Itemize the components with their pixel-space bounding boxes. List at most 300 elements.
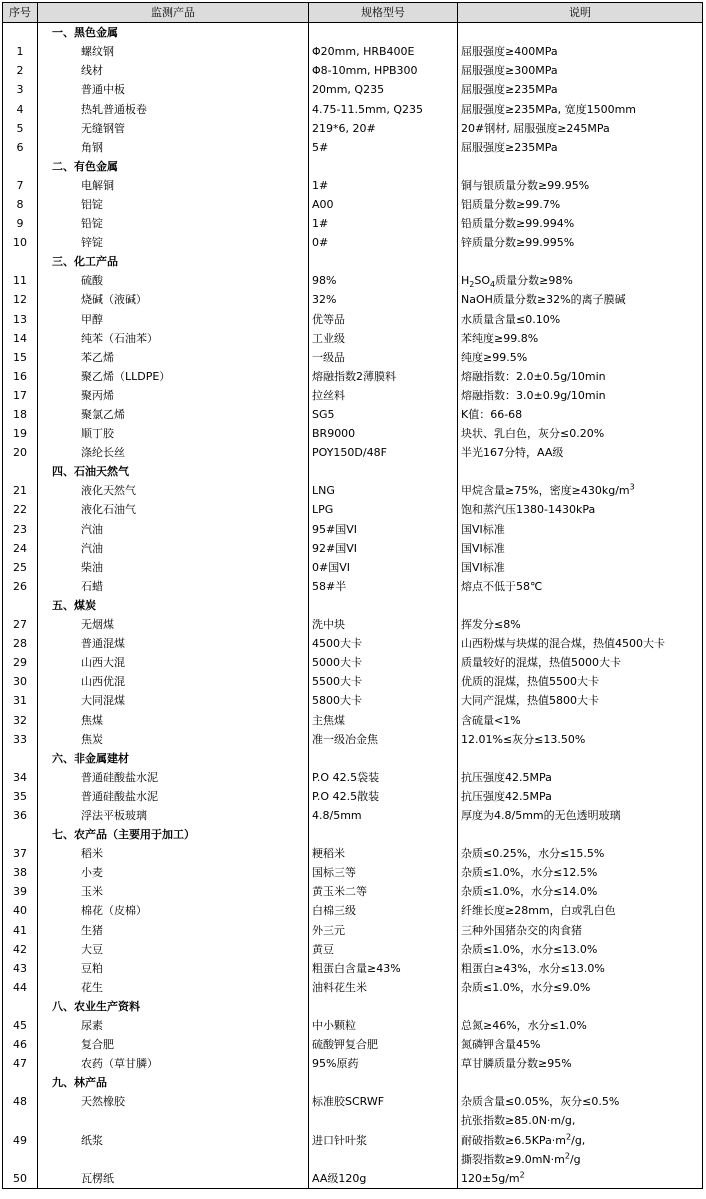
category-row <box>3 596 703 615</box>
table-row <box>3 1131 703 1150</box>
table-row <box>3 119 703 138</box>
row-desc: 国VI标准 <box>458 539 703 558</box>
row-number: 32 <box>3 710 38 729</box>
row-product: 山西优混 <box>38 672 309 691</box>
row-product: 纸浆 <box>38 1131 309 1150</box>
table-row <box>3 844 703 863</box>
row-product: 顺丁胶 <box>38 424 309 443</box>
row-product: 普通硅酸盐水泥 <box>38 768 309 787</box>
desc-fragment: 质量分数≥98% <box>495 274 573 288</box>
row-spec <box>309 1073 458 1092</box>
row-desc <box>458 1150 703 1169</box>
row-spec <box>309 1150 458 1169</box>
table-row <box>3 921 703 940</box>
row-desc: 杂质含量≤0.05%，灰分≤0.5% <box>458 1092 703 1111</box>
row-desc: 纯度≥99.5% <box>458 348 703 367</box>
table-row <box>3 634 703 653</box>
row-number <box>3 1150 38 1169</box>
table-row <box>3 1111 703 1130</box>
row-number <box>3 252 38 271</box>
row-desc: 铝质量分数≥99.7% <box>458 195 703 214</box>
table-row <box>3 42 703 61</box>
row-product: 农药（草甘膦） <box>38 1054 309 1073</box>
row-spec: 20mm, Q235 <box>309 80 458 99</box>
row-product: 聚乙烯（LLDPE） <box>38 367 309 386</box>
table-row <box>3 520 703 539</box>
row-desc: 三种外国猪杂交的肉食猪 <box>458 921 703 940</box>
row-product: 涤纶长丝 <box>38 443 309 462</box>
row-spec: 4500大卡 <box>309 634 458 653</box>
row-spec: 硫酸钾复合肥 <box>309 1035 458 1054</box>
row-desc: 总氮≥46%，水分≤1.0% <box>458 1016 703 1035</box>
row-desc: NaOH质量分数≥32%的离子膜碱 <box>458 290 703 309</box>
row-spec: LPG <box>309 500 458 519</box>
row-product: 花生 <box>38 978 309 997</box>
row-desc: 优质的混煤，热值5500大卡 <box>458 672 703 691</box>
row-desc: 屈服强度≥235MPa <box>458 138 703 157</box>
row-spec: 白棉三级 <box>309 901 458 920</box>
row-number: 8 <box>3 195 38 214</box>
row-number <box>3 596 38 615</box>
category-row <box>3 749 703 768</box>
row-spec <box>309 462 458 481</box>
row-product: 普通中板 <box>38 80 309 99</box>
row-spec: SG5 <box>309 405 458 424</box>
row-spec: BR9000 <box>309 424 458 443</box>
category-title: 八、农业生产资料 <box>38 997 309 1016</box>
row-number: 39 <box>3 882 38 901</box>
row-desc: 铅质量分数≥99.994% <box>458 214 703 233</box>
row-number: 31 <box>3 691 38 710</box>
row-desc: 屈服强度≥300MPa <box>458 61 703 80</box>
row-number <box>3 462 38 481</box>
row-spec: 32% <box>309 290 458 309</box>
table-row <box>3 558 703 577</box>
row-desc: K值：66-68 <box>458 405 703 424</box>
row-desc <box>458 1131 703 1150</box>
row-number: 3 <box>3 80 38 99</box>
row-number <box>3 825 38 844</box>
row-spec <box>309 825 458 844</box>
table-row <box>3 310 703 329</box>
table-row <box>3 959 703 978</box>
row-spec: A00 <box>309 195 458 214</box>
table-row <box>3 195 703 214</box>
row-desc: 杂质≤0.25%，水分≤15.5% <box>458 844 703 863</box>
row-number: 30 <box>3 672 38 691</box>
table-row <box>3 901 703 920</box>
row-number: 33 <box>3 730 38 749</box>
category-title: 一、黑色金属 <box>38 23 309 43</box>
table-row <box>3 615 703 634</box>
row-spec: 油料花生米 <box>309 978 458 997</box>
table-row <box>3 787 703 806</box>
row-spec: 外三元 <box>309 921 458 940</box>
row-product: 铅锭 <box>38 214 309 233</box>
category-row <box>3 157 703 176</box>
desc-fragment: 耐破指数≥6.5KPa·m <box>461 1133 567 1147</box>
table-row <box>3 500 703 519</box>
row-desc: 水质量含量≤0.10% <box>458 310 703 329</box>
table-row <box>3 730 703 749</box>
desc-superscript: 2 <box>564 1151 570 1161</box>
row-spec: 黄玉米二等 <box>309 882 458 901</box>
row-number: 36 <box>3 806 38 825</box>
row-spec: 5800大卡 <box>309 691 458 710</box>
header-row <box>3 3 703 23</box>
row-spec: 进口针叶浆 <box>309 1131 458 1150</box>
row-spec: 95%原药 <box>309 1054 458 1073</box>
row-product: 无烟煤 <box>38 615 309 634</box>
table-row <box>3 443 703 462</box>
table-row <box>3 386 703 405</box>
row-product: 苯乙烯 <box>38 348 309 367</box>
row-spec: 粗蛋白含量≥43% <box>309 959 458 978</box>
category-row <box>3 825 703 844</box>
row-desc <box>458 596 703 615</box>
table-row <box>3 80 703 99</box>
row-number: 38 <box>3 863 38 882</box>
row-spec: 工业级 <box>309 329 458 348</box>
row-spec: 5# <box>309 138 458 157</box>
row-number: 1 <box>3 42 38 61</box>
table-row <box>3 672 703 691</box>
row-product: 天然橡胶 <box>38 1092 309 1111</box>
row-desc: 饱和蒸汽压1380-1430kPa <box>458 500 703 519</box>
table-row <box>3 768 703 787</box>
row-desc: 草甘膦质量分数≥95% <box>458 1054 703 1073</box>
table-row <box>3 424 703 443</box>
row-number: 12 <box>3 290 38 309</box>
table-row <box>3 138 703 157</box>
row-product: 聚丙烯 <box>38 386 309 405</box>
row-number: 4 <box>3 99 38 118</box>
row-number: 17 <box>3 386 38 405</box>
row-product <box>38 1150 309 1169</box>
row-number: 40 <box>3 901 38 920</box>
row-number: 2 <box>3 61 38 80</box>
row-product: 铝锭 <box>38 195 309 214</box>
row-product: 石蜡 <box>38 577 309 596</box>
row-product: 稻米 <box>38 844 309 863</box>
row-spec: 中小颗粒 <box>309 1016 458 1035</box>
table-row <box>3 348 703 367</box>
row-number: 19 <box>3 424 38 443</box>
row-spec: 粳稻米 <box>309 844 458 863</box>
row-desc: 杂质≤1.0%，水分≤14.0% <box>458 882 703 901</box>
col-header-spec: 规格型号 <box>309 3 458 23</box>
row-spec: AA级120g <box>309 1169 458 1189</box>
row-desc: 氮磷钾含量45% <box>458 1035 703 1054</box>
row-spec <box>309 23 458 43</box>
category-row <box>3 1073 703 1092</box>
category-row <box>3 23 703 43</box>
row-desc: 杂质≤1.0%，水分≤12.5% <box>458 863 703 882</box>
row-product: 硫酸 <box>38 271 309 290</box>
row-desc: 20#钢材, 屈服强度≥245MPa <box>458 119 703 138</box>
row-spec: 5000大卡 <box>309 653 458 672</box>
row-number <box>3 157 38 176</box>
table-row <box>3 99 703 118</box>
desc-fragment: 4 <box>490 280 496 290</box>
row-number: 7 <box>3 176 38 195</box>
table-row <box>3 214 703 233</box>
row-spec: 1# <box>309 176 458 195</box>
desc-fragment: H <box>461 274 470 288</box>
table-row <box>3 1169 703 1189</box>
row-product: 电解铜 <box>38 176 309 195</box>
row-number: 27 <box>3 615 38 634</box>
row-number: 16 <box>3 367 38 386</box>
row-number: 5 <box>3 119 38 138</box>
row-desc: 杂质≤1.0%，水分≤13.0% <box>458 940 703 959</box>
row-product: 焦煤 <box>38 710 309 729</box>
row-spec: 0#国VI <box>309 558 458 577</box>
row-product: 浮法平板玻璃 <box>38 806 309 825</box>
row-spec <box>309 252 458 271</box>
row-spec: 准一级冶金焦 <box>309 730 458 749</box>
row-product: 玉米 <box>38 882 309 901</box>
row-desc: 屈服强度≥235MPa, 宽度1500mm <box>458 99 703 118</box>
col-header-product: 监测产品 <box>38 3 309 23</box>
price-monitoring-table <box>2 2 703 1189</box>
row-desc: 熔融指数：3.0±0.9g/10min <box>458 386 703 405</box>
row-desc: 山西粉煤与块煤的混合煤，热值4500大卡 <box>458 634 703 653</box>
row-product: 瓦楞纸 <box>38 1169 309 1189</box>
row-product: 螺纹钢 <box>38 42 309 61</box>
row-product: 小麦 <box>38 863 309 882</box>
row-number: 18 <box>3 405 38 424</box>
row-desc: 12.01%≤灰分≤13.50% <box>458 730 703 749</box>
row-number: 21 <box>3 481 38 500</box>
row-product: 焦炭 <box>38 730 309 749</box>
table-row <box>3 978 703 997</box>
table-row <box>3 940 703 959</box>
table-row <box>3 1150 703 1169</box>
category-title: 七、农产品（主要用于加工） <box>38 825 309 844</box>
row-spec: 1# <box>309 214 458 233</box>
table-row <box>3 653 703 672</box>
row-spec: Φ8-10mm, HPB300 <box>309 61 458 80</box>
desc-fragment: 甲烷含量≥75%，密度≥430kg/m <box>461 484 630 498</box>
row-desc: 质量较好的混煤，热值5000大卡 <box>458 653 703 672</box>
row-number: 13 <box>3 310 38 329</box>
row-desc <box>458 1169 703 1189</box>
row-number <box>3 749 38 768</box>
row-desc <box>458 825 703 844</box>
table-row <box>3 863 703 882</box>
category-row <box>3 997 703 1016</box>
desc-fragment: /g, <box>571 1133 586 1147</box>
row-spec: 4.75-11.5mm, Q235 <box>309 99 458 118</box>
row-spec: 0# <box>309 233 458 252</box>
row-product: 角钢 <box>38 138 309 157</box>
table-row <box>3 290 703 309</box>
row-spec: 优等品 <box>309 310 458 329</box>
row-desc: 熔点不低于58℃ <box>458 577 703 596</box>
table-row <box>3 1092 703 1111</box>
desc-fragment: 2 <box>469 280 475 290</box>
row-number: 24 <box>3 539 38 558</box>
row-spec <box>309 157 458 176</box>
row-number <box>3 1073 38 1092</box>
row-number: 14 <box>3 329 38 348</box>
category-title: 五、煤炭 <box>38 596 309 615</box>
row-spec: 黄豆 <box>309 940 458 959</box>
row-desc: 厚度为4.8/5mm的无色透明玻璃 <box>458 806 703 825</box>
row-product: 纯苯（石油苯） <box>38 329 309 348</box>
row-desc <box>458 481 703 500</box>
row-product: 复合肥 <box>38 1035 309 1054</box>
table-row <box>3 882 703 901</box>
row-number: 22 <box>3 500 38 519</box>
category-title: 四、石油天然气 <box>38 462 309 481</box>
desc-fragment: SO <box>474 274 491 288</box>
row-desc <box>458 749 703 768</box>
row-number: 42 <box>3 940 38 959</box>
row-number: 37 <box>3 844 38 863</box>
row-spec: 熔融指数2薄膜料 <box>309 367 458 386</box>
row-product: 烧碱（液碱） <box>38 290 309 309</box>
row-number: 45 <box>3 1016 38 1035</box>
row-number: 46 <box>3 1035 38 1054</box>
row-number: 20 <box>3 443 38 462</box>
row-desc: 抗压强度42.5MPa <box>458 787 703 806</box>
category-row <box>3 462 703 481</box>
table-row <box>3 691 703 710</box>
row-desc: 杂质≤1.0%，水分≤9.0% <box>458 978 703 997</box>
desc-superscript: 2 <box>519 1170 525 1180</box>
row-desc: 屈服强度≥400MPa <box>458 42 703 61</box>
row-product: 无缝钢管 <box>38 119 309 138</box>
row-spec: 拉丝料 <box>309 386 458 405</box>
row-number: 29 <box>3 653 38 672</box>
row-desc <box>458 157 703 176</box>
row-number: 41 <box>3 921 38 940</box>
row-number: 47 <box>3 1054 38 1073</box>
row-number: 15 <box>3 348 38 367</box>
table-row <box>3 806 703 825</box>
row-number: 26 <box>3 577 38 596</box>
row-spec: P.O 42.5袋装 <box>309 768 458 787</box>
table-row <box>3 329 703 348</box>
row-desc: 国VI标准 <box>458 558 703 577</box>
desc-fragment: 撕裂指数≥9.0mN·m <box>461 1152 565 1166</box>
row-product: 普通硅酸盐水泥 <box>38 787 309 806</box>
row-spec: 洗中块 <box>309 615 458 634</box>
desc-fragment: 抗张指数≥85.0N·m/g, <box>461 1114 576 1128</box>
row-desc: 苯纯度≥99.8% <box>458 329 703 348</box>
row-spec <box>309 596 458 615</box>
table-row <box>3 61 703 80</box>
row-desc: 半光167分特，AA级 <box>458 443 703 462</box>
row-desc: 大同产混煤，热值5800大卡 <box>458 691 703 710</box>
row-spec: 95#国VI <box>309 520 458 539</box>
row-desc: 屈服强度≥235MPa <box>458 80 703 99</box>
row-spec <box>309 997 458 1016</box>
row-desc: 挥发分≤8% <box>458 615 703 634</box>
row-number: 28 <box>3 634 38 653</box>
row-number: 43 <box>3 959 38 978</box>
row-product: 锌锭 <box>38 233 309 252</box>
row-desc: 锌质量分数≥99.995% <box>458 233 703 252</box>
row-spec: 92#国VI <box>309 539 458 558</box>
table-row <box>3 367 703 386</box>
row-product: 山西大混 <box>38 653 309 672</box>
table-row <box>3 710 703 729</box>
category-title: 九、林产品 <box>38 1073 309 1092</box>
table-row <box>3 176 703 195</box>
row-number: 10 <box>3 233 38 252</box>
row-product: 豆粕 <box>38 959 309 978</box>
row-spec: 58#半 <box>309 577 458 596</box>
table-row <box>3 405 703 424</box>
desc-fragment: 3 <box>629 482 635 492</box>
row-product: 线材 <box>38 61 309 80</box>
row-number: 49 <box>3 1131 38 1150</box>
row-product: 生猪 <box>38 921 309 940</box>
row-spec <box>309 749 458 768</box>
row-spec: 219*6, 20# <box>309 119 458 138</box>
row-spec <box>309 1111 458 1130</box>
row-spec: 主焦煤 <box>309 710 458 729</box>
row-spec: 国标三等 <box>309 863 458 882</box>
row-desc: 铜与银质量分数≥99.95% <box>458 176 703 195</box>
category-title: 二、有色金属 <box>38 157 309 176</box>
table-row <box>3 1035 703 1054</box>
col-header-desc: 说明 <box>458 3 703 23</box>
row-number: 9 <box>3 214 38 233</box>
row-desc <box>458 252 703 271</box>
row-desc: 含硫量<1% <box>458 710 703 729</box>
table-row <box>3 1016 703 1035</box>
row-product: 柴油 <box>38 558 309 577</box>
row-product: 汽油 <box>38 539 309 558</box>
row-number: 11 <box>3 271 38 290</box>
row-desc <box>458 462 703 481</box>
row-product: 大同混煤 <box>38 691 309 710</box>
row-desc <box>458 997 703 1016</box>
row-spec: 98% <box>309 271 458 290</box>
row-spec: P.O 42.5散装 <box>309 787 458 806</box>
row-product <box>38 1111 309 1130</box>
row-desc <box>458 271 703 290</box>
row-product: 聚氯乙烯 <box>38 405 309 424</box>
row-desc: 抗压强度42.5MPa <box>458 768 703 787</box>
row-spec: 标准胶SCRWF <box>309 1092 458 1111</box>
row-number <box>3 23 38 43</box>
row-number: 48 <box>3 1092 38 1111</box>
table-row <box>3 233 703 252</box>
row-number <box>3 1111 38 1130</box>
table-row <box>3 271 703 290</box>
row-desc: 块状、乳白色，灰分≤0.20% <box>458 424 703 443</box>
row-product: 棉花（皮棉） <box>38 901 309 920</box>
row-desc <box>458 1111 703 1130</box>
row-number: 25 <box>3 558 38 577</box>
desc-fragment: /g <box>569 1152 581 1166</box>
row-desc: 粗蛋白≥43%，水分≤13.0% <box>458 959 703 978</box>
row-number: 23 <box>3 520 38 539</box>
row-number: 34 <box>3 768 38 787</box>
row-number <box>3 997 38 1016</box>
row-desc: 国VI标准 <box>458 520 703 539</box>
category-row <box>3 252 703 271</box>
row-product: 甲醇 <box>38 310 309 329</box>
row-desc: 纤维长度≥28mm，白或乳白色 <box>458 901 703 920</box>
row-number: 35 <box>3 787 38 806</box>
col-header-no: 序号 <box>3 3 38 23</box>
